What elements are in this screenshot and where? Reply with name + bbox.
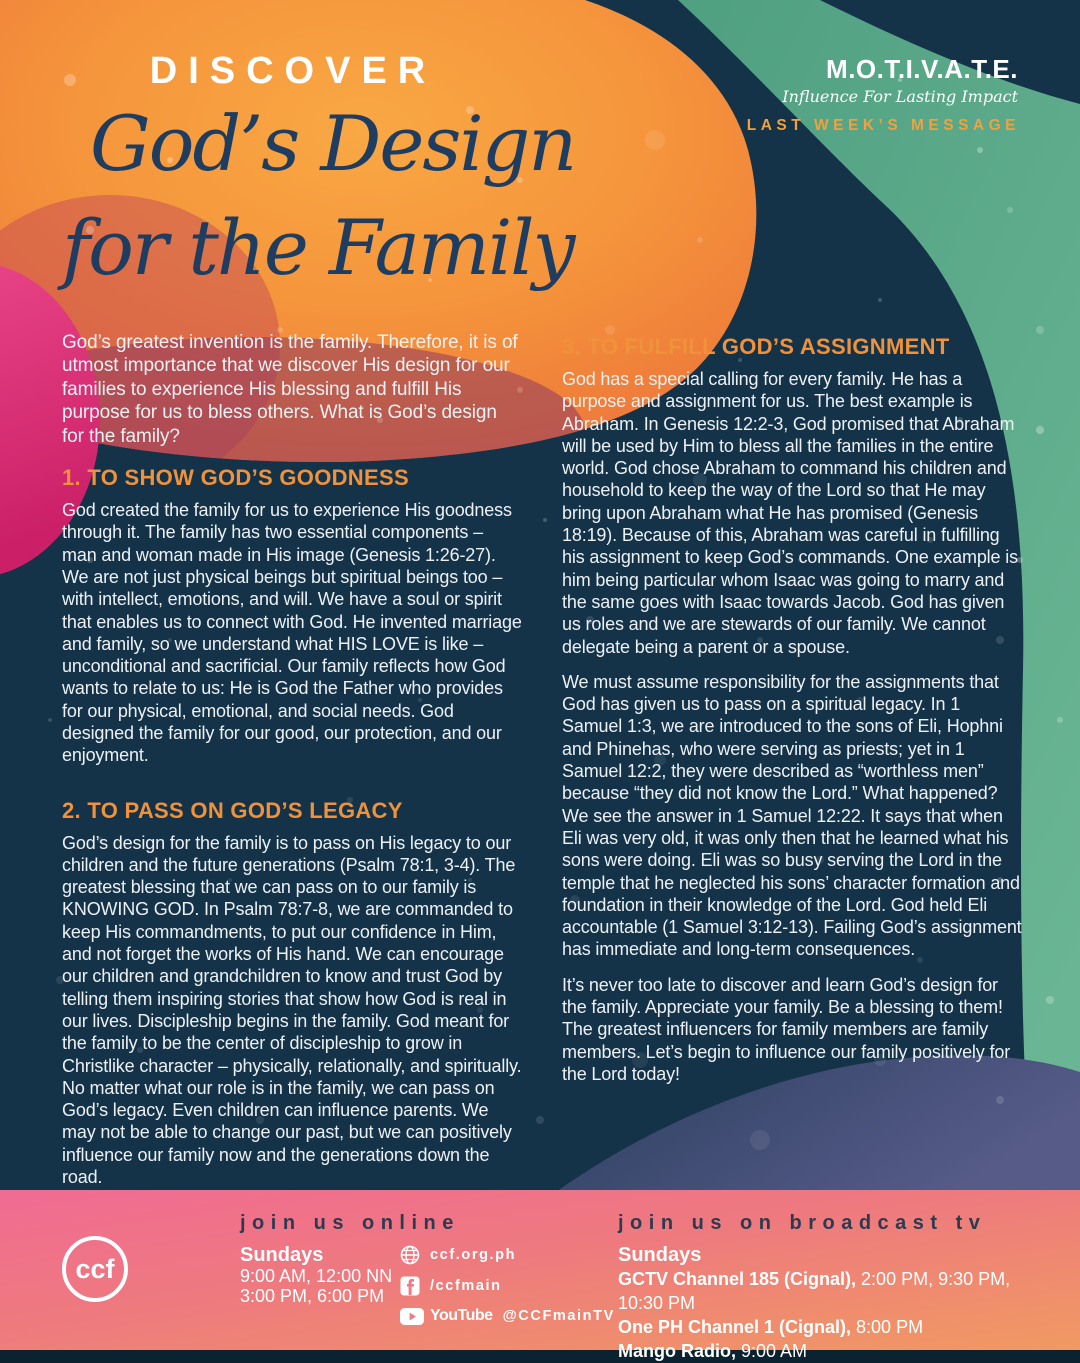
section-2-paragraph: God’s design for the family is to pass on His legacy to our children and the future generations (Psalm 78:1, 3-4). The greatest blessing that we can pass on to our family is KNOWING GOD. In Psalm 78:7-8, we are commanded to keep His commandments, to put our confidence in Him, and not forget the works of His hand. We can encourage our children and grandchildren to know and trust God by telling them inspiring stories that show how God is real in our lives. Discipleship begins in the family. God meant for the family to be the center of discipleship to grow in Christlike character – physically, relationally, and spiritually. No matter what our role is in the family, we can pass on God’s legacy. Even children can influence parents. We may not be able to change our past, but we can positively influence our family now and the generations down the road. (62, 832, 522, 1188)
section-3-paragraph-1: God has a special calling for every family. He has a purpose and assignment for us. The best example is Abraham. In Genesis 12:2-3, God promised that Abraham will be used by Him to bless all the families in the entire world. God chose Abraham to command his children and household to keep the way of the Lord so that He may bring upon Abraham what He has promised (Genesis 18:19). Because of this, Abraham was careful in fulfilling his assignment to keep God’s commands. One example is him being particular whom Isaac was going to marry and the same goes with Isaac towards Jacob. God has given us roles and we are stewards of our family. We cannot delegate being a parent or a spouse. (562, 369, 1018, 657)
broadcast-row-gctv (618, 1267, 1048, 1315)
broadcast-times: 2:00 PM, 9:30 PM, 10:30 PM (618, 1269, 1011, 1313)
right-column (562, 334, 1022, 1098)
section-3-paragraph-3: It’s never too late to discover and learn God’s design for the family. Appreciate your family. Be a blessing to them! The greatest influencers for family members are family members. Let’s begin to influence our family positively for the Lord today! (562, 974, 1011, 1084)
website-link[interactable] (400, 1245, 615, 1265)
ccf-logo-text: ccf (75, 1253, 115, 1284)
broadcast-times: 8:00 PM (851, 1317, 924, 1337)
left-column (62, 331, 522, 1188)
facebook-link[interactable] (400, 1276, 615, 1296)
broadcast-row-oneph (618, 1315, 1048, 1339)
online-times-1: 9:00 AM, 12:00 NN (240, 1266, 393, 1286)
youtube-wordmark: YouTube (430, 1307, 493, 1324)
intro-paragraph: God’s greatest invention is the family. Therefore, it is of utmost importance that we discover His design for our families to experience His blessing and fulfill His purpose for us to bless others. What is God’s design for the family? (62, 332, 518, 447)
last-week-message-badge: LAST WEEK’S MESSAGE (746, 117, 1020, 134)
youtube-icon (400, 1308, 424, 1325)
section-1-heading: 1. TO SHOW GOD’S GOODNESS (62, 465, 409, 491)
motivate-wordmark: M.O.T.I.V.A.T.E. (826, 54, 1018, 84)
broadcast-day: Sundays (618, 1244, 702, 1266)
section-2-heading: 2. TO PASS ON GOD’S LEGACY (62, 797, 403, 823)
motivate-logo (782, 54, 1018, 106)
join-online-heading: join us online (240, 1212, 460, 1234)
globe-icon (400, 1245, 420, 1265)
section-3-paragraph-2: We must assume responsibility for the assignments that God has given us to pass on a spiritual legacy. In 1 Samuel 1:3, we are introduced to the sons of Eli, Hophni and Phinehas, who were serving as priests; yet in 1 Samuel 12:2, they were described as “worthless men” because “they did not know the Lord.” What happened? We see the answer in 1 Samuel 12:22. It says that when Eli was very old, it was only then that he learned what his sons were doing. Eli was so busy serving the Lord in the temple that he neglected his sons’ character formation and foundation in their knowledge of the Lord. God held Eli accountable (1 Samuel 3:12-13). Failing God’s assignment has immediate and long-term consequences. (562, 671, 1022, 960)
youtube-label: @CCFmainTV (502, 1308, 615, 1324)
broadcast-channel: GCTV Channel 185 (Cignal), (618, 1269, 857, 1289)
social-links-block (400, 1245, 615, 1336)
ccf-logo (62, 1236, 128, 1302)
section-1-paragraph: God created the family for us to experience His goodness through it. The family has two essential components – man and woman made in His image (Genesis 1:26-27). We are not just physical beings but spiritual beings too – with intellect, emotions, and will. We have a soul or spirit that enables us to connect with God. He invented marriage and family, so we understand what HIS LOVE is like – unconditional and sacrificial. Our family reflects how God wants to relate to us: He is God the Father who provides for our physical, emotional, and social needs. God designed the family for our good, our protection, and our enjoyment. (62, 500, 522, 766)
page-title (62, 92, 582, 300)
broadcast-row-mango (618, 1339, 1048, 1363)
kicker-discover: DISCOVER (149, 50, 437, 92)
motivate-tagline: Influence For Lasting Impact (782, 87, 1018, 106)
website-label: ccf.org.ph (430, 1247, 517, 1263)
online-times-2: 3:00 PM, 6:00 PM (240, 1285, 385, 1306)
facebook-icon (400, 1276, 420, 1296)
online-day: Sundays (240, 1244, 324, 1266)
broadcast-channel: Mango Radio, (618, 1341, 736, 1361)
footer (0, 1190, 1080, 1361)
broadcast-times: 9:00 AM (736, 1341, 808, 1361)
title-line-2: for the Family (62, 203, 574, 292)
facebook-label: /ccfmain (430, 1278, 502, 1294)
join-broadcast-heading: join us on broadcast tv (618, 1212, 987, 1234)
title-line-1: God’s Design (90, 99, 576, 188)
youtube-link[interactable] (400, 1307, 615, 1325)
section-3-heading: 3. TO FULFILL GOD’S ASSIGNMENT (562, 334, 950, 359)
join-us-broadcast-block (618, 1212, 1048, 1363)
broadcast-channel: One PH Channel 1 (Cignal), (618, 1317, 852, 1337)
